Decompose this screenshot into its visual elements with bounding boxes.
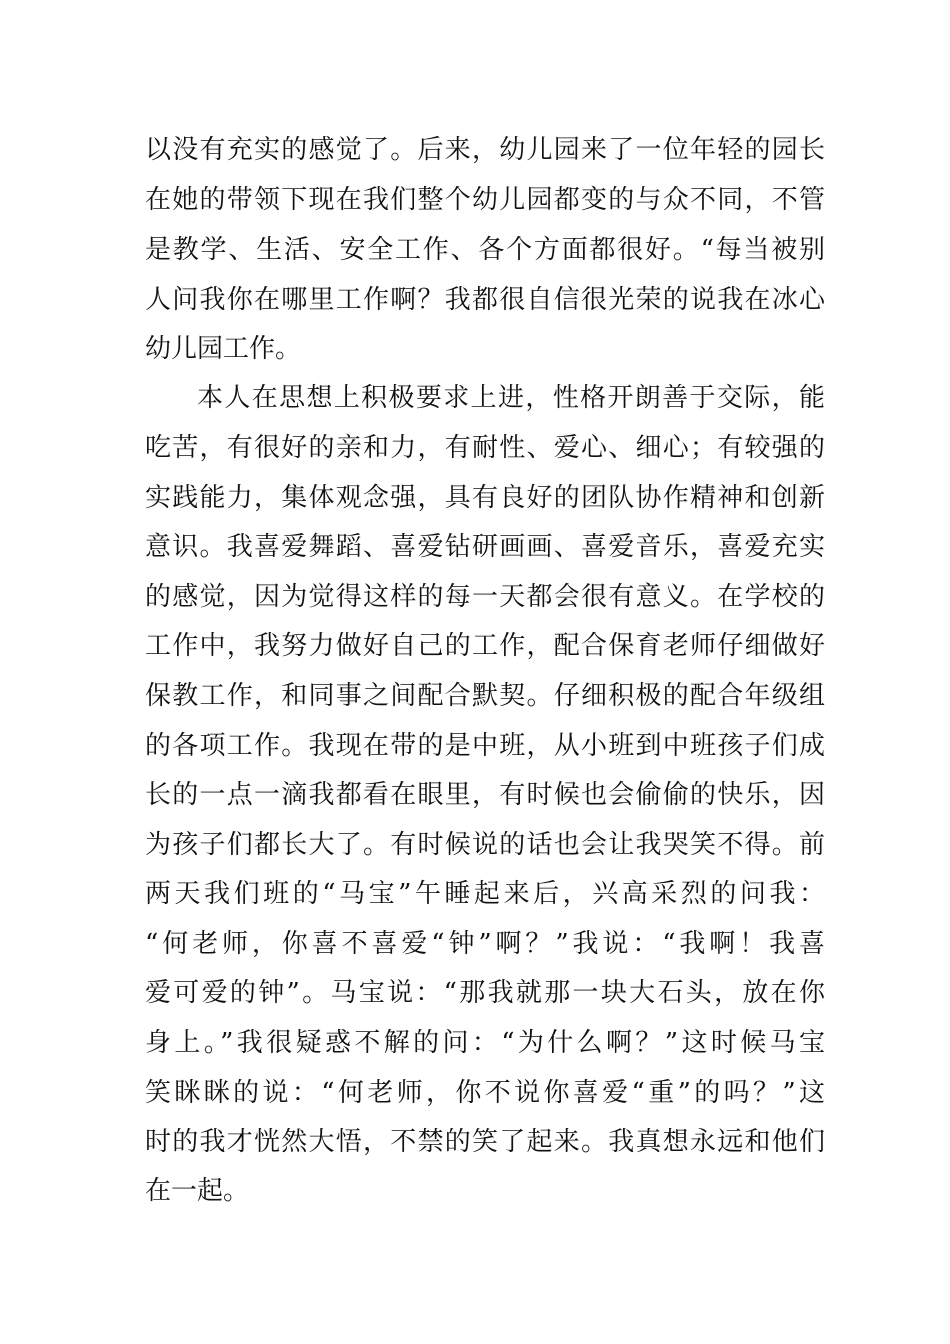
paragraph-2-line-13: 爱可爱的钟”。马宝说：“那我就那一块大石头，放在你 (145, 978, 825, 1008)
paragraph-2-line-4: 意识。我喜爱舞蹈、喜爱钻研画画、喜爱音乐，喜爱充实 (145, 532, 825, 562)
paragraph-2-line-11: 两天我们班的“马宝”午睡起来后，兴高采烈的问我： (145, 879, 825, 909)
paragraph-2-line-1: 本人在思想上积极要求上进，性格开朗善于交际，能 (197, 383, 825, 413)
paragraph-2-line-10: 为孩子们都长大了。有时候说的话也会让我哭笑不得。前 (145, 830, 825, 860)
paragraph-2-line-12: “何老师，你喜不喜爱“钟”啊？”我说：“我啊！我喜 (145, 929, 825, 959)
paragraph-2-line-3: 实践能力，集体观念强，具有良好的团队协作精神和创新 (145, 483, 825, 513)
paragraph-1-line-5: 幼儿园工作。 (145, 334, 302, 364)
paragraph-2-line-6: 工作中，我努力做好自己的工作，配合保育老师仔细做好 (145, 631, 825, 661)
paragraph-2-line-16: 时的我才恍然大悟，不禁的笑了起来。我真想永远和他们 (145, 1127, 825, 1157)
paragraph-1-line-2: 在她的带领下现在我们整个幼儿园都变的与众不同，不管 (145, 185, 825, 215)
paragraph-2-line-15: 笑眯眯的说：“何老师，你不说你喜爱“重”的吗？”这 (145, 1078, 825, 1108)
paragraph-2-line-9: 长的一点一滴我都看在眼里，有时候也会偷偷的快乐，因 (145, 780, 825, 810)
paragraph-2-line-8: 的各项工作。我现在带的是中班，从小班到中班孩子们成 (145, 731, 825, 761)
paragraph-2-line-2: 吃苦，有很好的亲和力，有耐性、爱心、细心；有较强的 (145, 433, 825, 463)
paragraph-1-line-1: 以没有充实的感觉了。后来，幼儿园来了一位年轻的园长 (145, 135, 825, 165)
paragraph-1-line-3: 是教学、生活、安全工作、各个方面都很好。“每当被别 (145, 235, 825, 265)
paragraph-2-line-5: 的感觉，因为觉得这样的每一天都会很有意义。在学校的 (145, 582, 825, 612)
paragraph-2-line-17: 在一起。 (145, 1176, 250, 1206)
paragraph-2-line-7: 保教工作，和同事之间配合默契。仔细积极的配合年级组 (145, 681, 825, 711)
paragraph-2-line-14: 身上。”我很疑惑不解的问：“为什么啊？”这时候马宝 (145, 1028, 825, 1058)
paragraph-1-line-4: 人问我你在哪里工作啊？我都很自信很光荣的说我在冰心 (145, 285, 825, 315)
